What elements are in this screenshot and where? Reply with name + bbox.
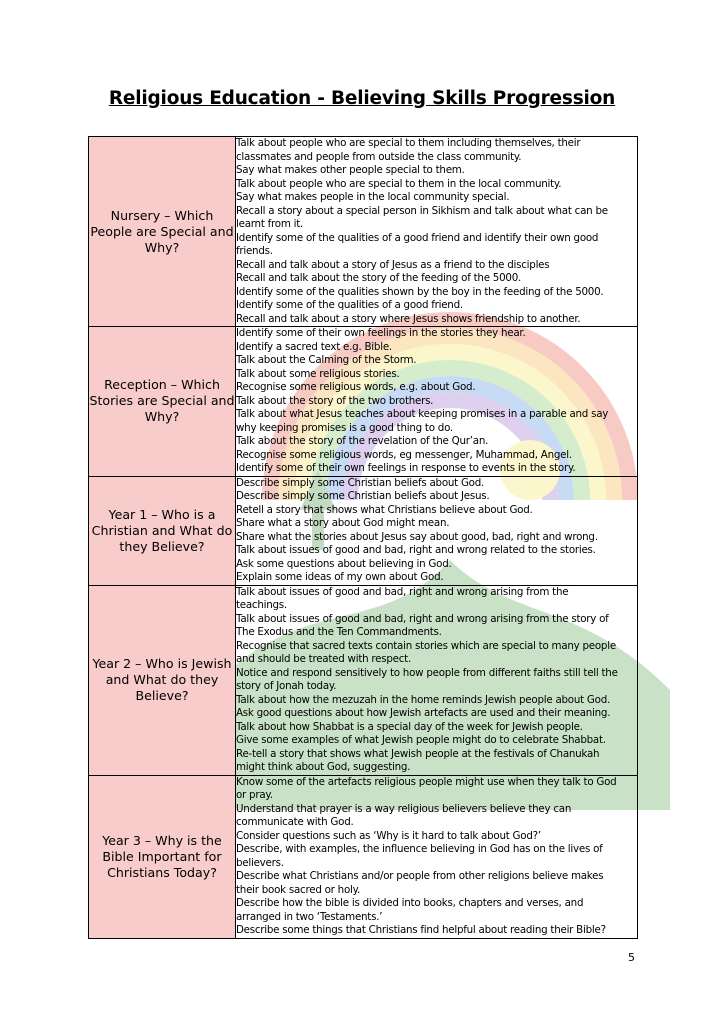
table-row [89, 137, 638, 327]
skill-line: Retell a story that shows what Christians believe about God. [236, 503, 533, 516]
skill-line: Explain some ideas of my own about God. [236, 571, 444, 583]
skill-line: story of Jonah today. [236, 680, 337, 692]
skill-line: Consider questions such as ‘Why is it hard to talk about God?’ [236, 829, 541, 842]
skill-line: friends. [236, 245, 273, 257]
skill-line: Recall and talk about a story of Jesus as a friend to the disciples [236, 258, 550, 271]
skill-line: Talk about people who are special to them including themselves, their [236, 137, 581, 149]
skill-line: Share what a story about God might mean. [236, 517, 450, 529]
skill-line: Recall and talk about a story where Jesus shows friendship to another. [236, 312, 581, 325]
year-group-label: Year 2 – Who is Jewish and What do they Believe? [89, 585, 236, 775]
page-title: Religious Education - Believing Skills Progression [108, 88, 616, 109]
skills-description [236, 775, 638, 938]
page-number: 5 [628, 951, 635, 964]
skill-line: Ask some questions about believing in God. [236, 557, 452, 570]
skill-line: Notice and respond sensitively to how people from different faiths still tell the [236, 666, 618, 679]
skill-line: Talk about people who are special to them in the local community. [236, 177, 562, 190]
skill-line: Describe some things that Christians find helpful about reading their Bible? [236, 924, 606, 936]
skill-line: Recognise that sacred texts contain stories which are special to many people [236, 639, 616, 652]
skill-line: or pray. [236, 789, 273, 801]
skills-description [236, 585, 638, 775]
skill-line: Identify a sacred text e.g. Bible. [236, 340, 392, 353]
year-group-label: Year 3 – Why is the Bible Important for Christians Today? [89, 775, 236, 938]
skill-line: Identify some of the qualities of a good friend. [236, 299, 463, 311]
skill-line: Recall a story about a special person in Sikhism and talk about what can be [236, 204, 608, 217]
skill-line: Talk about the story of the two brothers. [236, 394, 434, 407]
skill-line: Talk about the story of the revelation of the Qur’an. [236, 435, 489, 447]
table-row [89, 476, 638, 585]
skill-line: Recognise some religious words, eg messenger, Muhammad, Angel. [236, 448, 572, 461]
skill-line: arranged in two ‘Testaments.’ [236, 910, 383, 923]
skill-line: Describe, with examples, the influence believing in God has on the lives of [236, 843, 603, 855]
skill-line: Identify some of their own feelings in response to events in the story. [236, 462, 576, 474]
year-group-label: Reception – Which Stories are Special and Why? [89, 327, 236, 477]
skill-line: Give some examples of what Jewish people might do to celebrate Shabbat. [236, 734, 606, 746]
skill-line: Re-tell a story that shows what Jewish people at the festivals of Chanukah [236, 747, 600, 760]
skills-description [236, 476, 638, 585]
skill-line: Know some of the artefacts religious people might use when they talk to God [236, 775, 617, 788]
skill-line: Identify some of the qualities of a good friend and identify their own good [236, 231, 599, 244]
year-group-label: Year 1 – Who is a Christian and What do they Believe? [89, 476, 236, 585]
skill-line: Talk about issues of good and bad, right and wrong arising from the story of [236, 612, 609, 625]
skill-line: Talk about issues of good and bad, right and wrong arising from the [236, 585, 569, 598]
skill-line: Identify some of their own feelings in the stories they hear. [236, 327, 526, 339]
year-group-label: Nursery – Which People are Special and Why? [89, 137, 236, 327]
skill-line: and should be treated with respect. [236, 653, 411, 665]
skills-progression-table [88, 136, 638, 939]
skill-line: Describe simply some Christian beliefs about Jesus. [236, 490, 490, 502]
skills-description [236, 137, 638, 327]
skill-line: Describe how the bible is divided into books, chapters and verses, and [236, 897, 584, 909]
skill-line: Understand that prayer is a way religious believers believe they can [236, 802, 572, 815]
skill-line: believers. [236, 856, 284, 869]
skill-line: Share what the stories about Jesus say about good, bad, right and wrong. [236, 530, 598, 543]
skill-line: Talk about how the mezuzah in the home reminds Jewish people about God. [236, 693, 611, 706]
skill-line: Talk about how Shabbat is a special day of the week for Jewish people. [236, 720, 583, 733]
skill-line: Identify some of the qualities shown by the boy in the feeding of the 5000. [236, 285, 604, 298]
skill-line: Recognise some religious words, e.g. about God. [236, 381, 476, 393]
skill-line: The Exodus and the Ten Commandments. [236, 626, 442, 638]
skill-line: Describe simply some Christian beliefs about God. [236, 476, 485, 489]
table-row [89, 327, 638, 477]
skill-line: classmates and people from outside the class community. [236, 150, 522, 163]
skill-line: Talk about issues of good and bad, right and wrong related to the stories. [236, 544, 596, 556]
skill-line: Say what makes other people special to them. [236, 164, 465, 176]
skills-description [236, 327, 638, 477]
skill-line: teachings. [236, 599, 287, 611]
skill-line: Describe what Christians and/or people from other religions believe makes [236, 870, 604, 882]
skill-line: might think about God, suggesting. [236, 761, 411, 773]
skill-line: Say what makes people in the local community special. [236, 191, 510, 203]
skill-line: why keeping promises is a good thing to do. [236, 421, 453, 434]
skill-line: Talk about what Jesus teaches about keeping promises in a parable and say [236, 408, 609, 420]
table-row [89, 585, 638, 775]
table-row [89, 775, 638, 938]
skill-line: learnt from it. [236, 218, 304, 230]
skill-line: Talk about the Calming of the Storm. [236, 354, 417, 366]
skill-line: Talk about some religious stories. [236, 367, 400, 380]
skill-line: their book sacred or holy. [236, 883, 361, 896]
skill-line: Ask good questions about how Jewish artefacts are used and their meaning. [236, 707, 611, 719]
skill-line: communicate with God. [236, 816, 354, 828]
skill-line: Recall and talk about the story of the feeding of the 5000. [236, 272, 522, 284]
